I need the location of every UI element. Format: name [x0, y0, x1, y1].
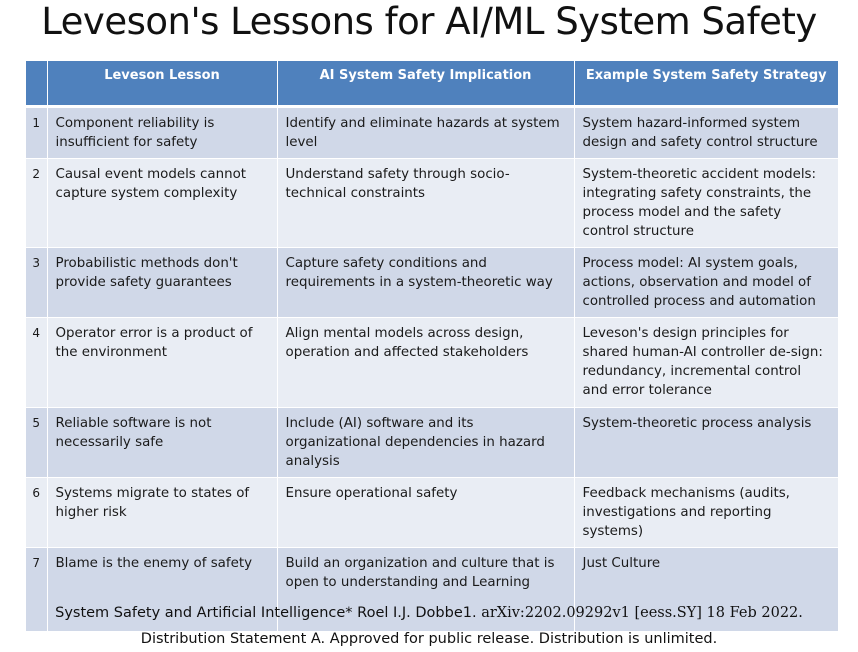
implication-cell: Capture safety conditions and requirements in a system-theoretic way — [277, 247, 574, 317]
implication-cell: Ensure operational safety — [277, 477, 574, 547]
strategy-cell: System-theoretic accident models: integrating safety constraints, the process model and the safety control structure — [574, 158, 838, 247]
citation-text: System Safety and Artificial Intelligence* Roel I.J. Dobbe1. — [55, 605, 477, 621]
slide-title: Leveson's Lessons for AI/ML System Safety — [41, 0, 817, 43]
lesson-cell: Operator error is a product of the environment — [47, 317, 277, 407]
arxiv-identifier: arXiv:2202.09292v1 [eess.SY] 18 Feb 2022. — [481, 605, 803, 621]
lesson-cell: Systems migrate to states of higher risk — [47, 477, 277, 547]
table-row — [26, 247, 838, 317]
row-number: 6 — [26, 477, 47, 547]
strategy-cell: System hazard-informed system design and safety control structure — [574, 106, 838, 158]
row-number: 5 — [26, 407, 47, 477]
table-row — [26, 407, 838, 477]
lessons-table — [26, 61, 838, 632]
lesson-cell: Probabilistic methods don't provide safety guarantees — [47, 247, 277, 317]
header-example-strategy: Example System Safety Strategy — [574, 61, 838, 106]
implication-cell: Build an organization and culture that is open to understanding and Learning — [277, 547, 574, 631]
strategy-cell: Just Culture — [574, 547, 838, 631]
strategy-cell: Leveson's design principles for shared human-AI controller de-sign: redundancy, incremental control and error tolerance — [574, 317, 838, 407]
row-number: 1 — [26, 106, 47, 158]
table-row — [26, 106, 838, 158]
table-row — [26, 158, 838, 247]
row-number: 3 — [26, 247, 47, 317]
strategy-cell: System-theoretic process analysis — [574, 407, 838, 477]
distribution-statement: Distribution Statement A. Approved for public release. Distribution is unlimited. — [140, 631, 718, 647]
lesson-cell: Component reliability is insufficient for safety — [47, 106, 277, 158]
header-number — [26, 61, 47, 106]
table-row — [26, 317, 838, 407]
lesson-cell: Causal event models cannot capture system complexity — [47, 158, 277, 247]
citation-line — [0, 603, 858, 623]
row-number: 2 — [26, 158, 47, 247]
table-row — [26, 477, 838, 547]
implication-cell: Understand safety through socio-technical constraints — [277, 158, 574, 247]
row-number: 4 — [26, 317, 47, 407]
implication-cell: Align mental models across design, operation and affected stakeholders — [277, 317, 574, 407]
strategy-cell: Feedback mechanisms (audits, investigations and reporting systems) — [574, 477, 838, 547]
header-ai-implication: AI System Safety Implication — [277, 61, 574, 106]
implication-cell: Include (AI) software and its organizational dependencies in hazard analysis — [277, 407, 574, 477]
table-header-row — [26, 61, 838, 106]
lesson-cell: Blame is the enemy of safety — [47, 547, 277, 631]
implication-cell: Identify and eliminate hazards at system level — [277, 106, 574, 158]
lesson-cell: Reliable software is not necessarily safe — [47, 407, 277, 477]
strategy-cell: Process model: AI system goals, actions, observation and model of controlled process and automation — [574, 247, 838, 317]
row-number: 7 — [26, 547, 47, 631]
header-leveson-lesson: Leveson Lesson — [47, 61, 277, 106]
